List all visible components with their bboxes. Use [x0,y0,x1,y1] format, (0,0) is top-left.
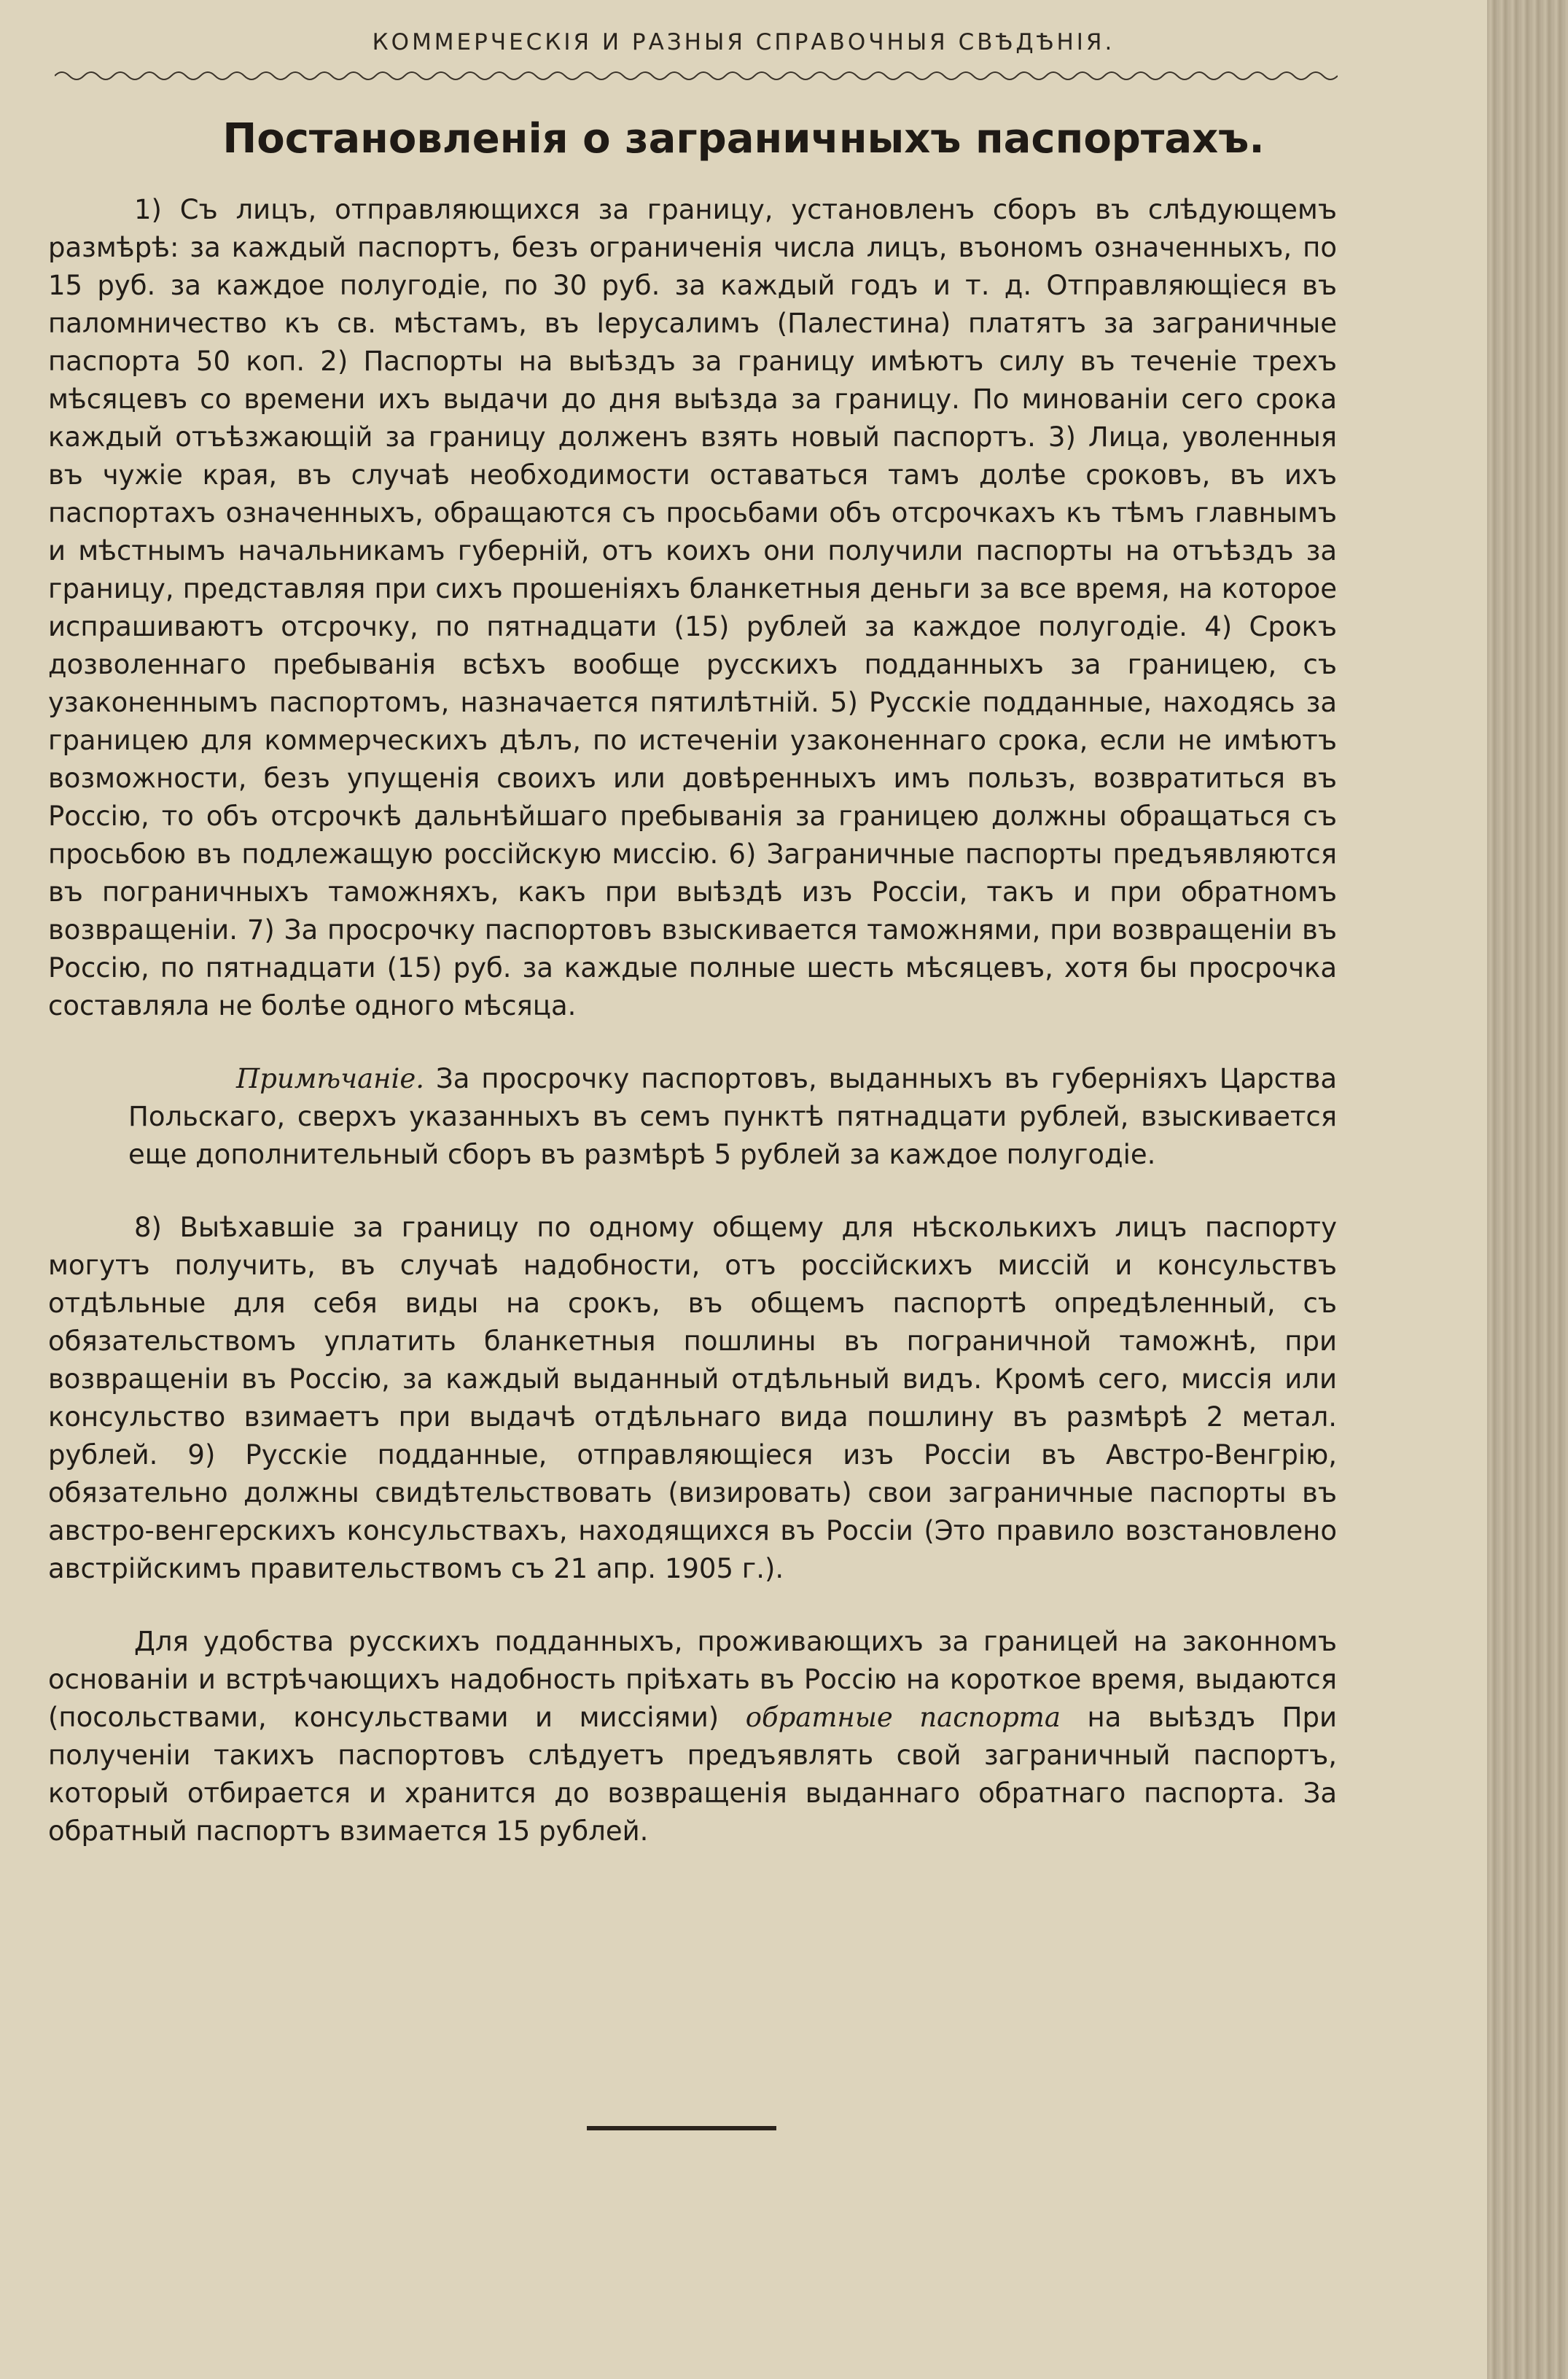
paragraph-3-italic: обратные паспорта [745,1702,1061,1733]
note-title: Примѣчаніе. [236,1063,425,1094]
page-title: Постановленія о заграничныхъ паспортахъ. [222,115,1265,163]
article-body [48,191,1337,1885]
paragraph-3-start: Для удобства русскихъ подданныхъ, проживающихъ за границей на законномъ основаніи и встрѣчающихъ надобность пріѣхать въ Россію на короткое время, выдаются (посольствами, консульствами и миссіями) [48,1626,1337,1733]
paragraph-3 [48,1623,1337,1850]
note-paragraph [128,1060,1337,1174]
note-text: За просрочку паспортовъ, выданныхъ въ губерніяхъ Царства Польскаго, сверхъ указанныхъ въ семъ пунктѣ пятнадцати рублей, взыскивается еще дополнительный сборъ въ размѣрѣ 5 рублей за каждое полугодіе. [128,1063,1337,1170]
end-rule [587,2126,776,2130]
wavy-divider [55,67,1338,85]
page-edges [1487,0,1568,2379]
running-head: КОММЕРЧЕСКІЯ И РАЗНЫЯ СПРАВОЧНЫЯ СВѢДѢНІЯ. [372,29,1115,55]
paragraph-2: 8) Выѣхавшіе за границу по одному общему для нѣсколькихъ лицъ паспорту могутъ получить, въ случаѣ надобности, отъ россійскихъ миссій и консульствъ отдѣльные для себя виды на срокъ, въ общемъ паспортѣ опредѣленный, съ обязательствомъ уплатить бланкетныя пошлины въ пограничной таможнѣ, при возвращеніи въ Россію, за каждый выданный отдѣльный видъ. Кромѣ сего, миссія или консульство взимаетъ при выдачѣ отдѣльнаго вида пошлину въ размѣрѣ 2 метал. рублей. 9) Русскіе подданные, отправляющіеся изъ Россіи въ Австро-Венгрію, обязательно должны свидѣтельствовать (визировать) свои заграничные паспорты въ австро-венгерскихъ консульствахъ, находящихся въ Россіи (Это правило возстановлено австрійскимъ правительствомъ съ 21 апр. 1905 г.). [48,1212,1337,1584]
paragraph-1: 1) Съ лицъ, отправляющихся за границу, установленъ сборъ въ слѣдующемъ размѣрѣ: за каждый паспортъ, безъ ограниченія числа лицъ, въономъ означенныхъ, по 15 руб. за каждое полугодіе, по 30 руб. за каждый годъ и т. д. Отправляющіеся въ паломничество къ св. мѣстамъ, въ Іерусалимъ (Палестина) платятъ за заграничные паспорта 50 коп. 2) Паспорты на выѣздъ за границу имѣютъ силу въ теченіе трехъ мѣсяцевъ со времени ихъ выдачи до дня выѣзда за границу. По минованіи сего срока каждый отъѣзжающій за границу долженъ взять новый паспортъ. 3) Лица, уволенныя въ чужіе края, въ случаѣ необходимости оставаться тамъ долѣе сроковъ, въ ихъ паспортахъ означенныхъ, обращаются съ просьбами объ отсрочкахъ къ тѣмъ главнымъ и мѣстнымъ начальникамъ губерній, отъ коихъ они получили паспорты на отъѣздъ за границу, представляя при сихъ прошеніяхъ бланкетныя деньги за все время, на которое испрашиваютъ отсрочку, по пятнадцати (15) рублей за каждое полугодіе. 4) Срокъ дозволеннаго пребыванія всѣхъ вообще русскихъ подданныхъ за границею, съ узаконеннымъ паспортомъ, назначается пятилѣтній. 5) Русскіе подданные, находясь за границею для коммерческихъ дѣлъ, по истеченіи узаконеннаго срока, если не имѣютъ возможности, безъ упущенія своихъ или довѣренныхъ имъ пользъ, возвратиться въ Россію, то объ отсрочкѣ дальнѣйшаго пребыванія за границею должны обращаться съ просьбою въ подлежащую россійскую миссію. 6) Заграничные паспорты предъявляются въ пограничныхъ таможняхъ, какъ при выѣздѣ изъ Россіи, такъ и при обратномъ возвращеніи. 7) За просрочку паспортовъ взыскивается таможнями, при возвращеніи въ Россію, по пятнадцати (15) руб. за каждые полные шесть мѣсяцевъ, хотя бы просрочка составляла не болѣе одного мѣсяца. [48,194,1337,1021]
paragraph-3-end: на выѣздъ При полученіи такихъ паспортовъ слѣдуетъ предъявлять свой заграничный паспортъ, который отбирается и хранится до возвращенія выданнаго обратнаго паспорта. За обратный паспортъ взимается 15 рублей. [48,1702,1337,1847]
